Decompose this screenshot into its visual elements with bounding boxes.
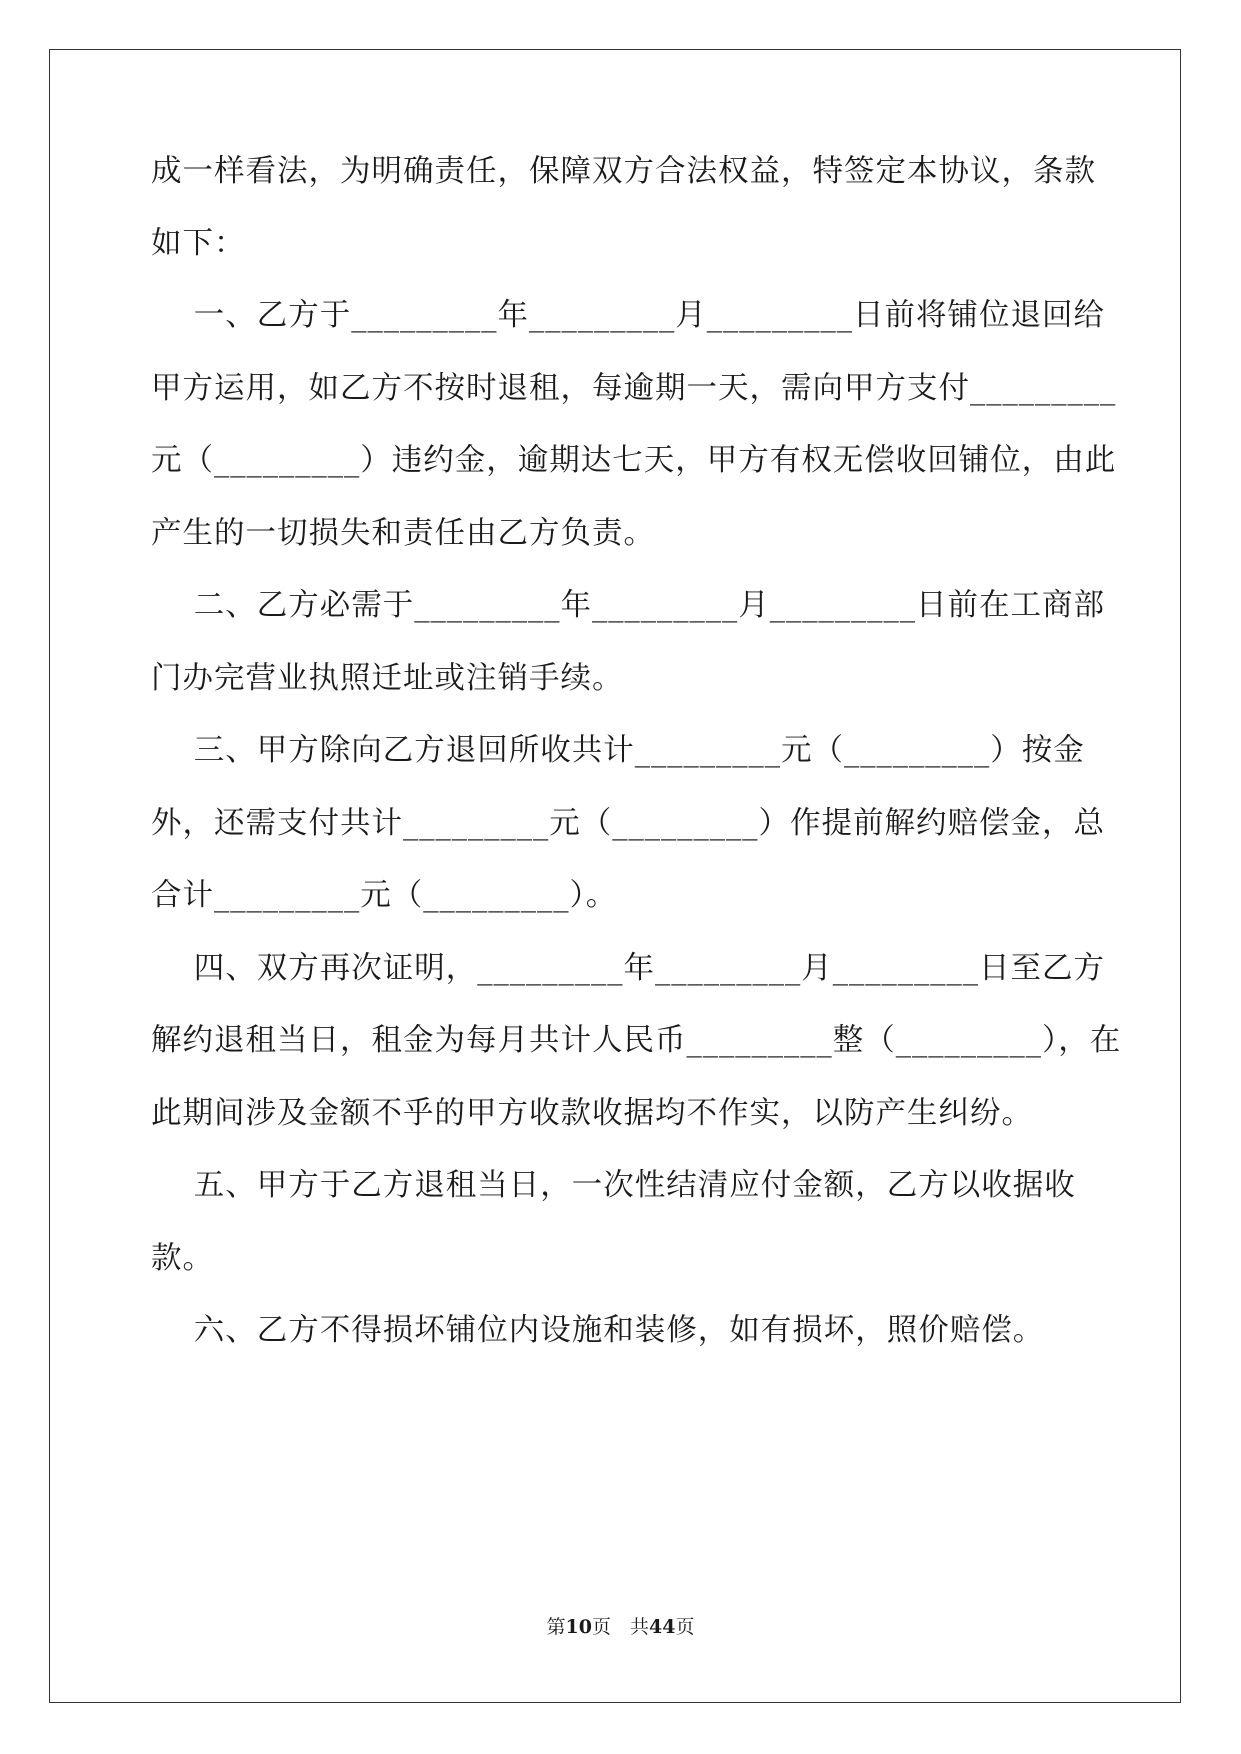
page-prefix: 第 xyxy=(546,1616,566,1638)
body-line: 一、乙方于_________年_________月_________日前将铺位退回给 xyxy=(151,298,1106,333)
body-line: 此期间涉及金额不乎的甲方收款收据均不作实，以防产生纠纷。 xyxy=(151,1096,1033,1131)
page-suffix: 页 xyxy=(675,1616,695,1638)
body-line: 如下： xyxy=(151,226,246,261)
body-line: 三、甲方除向乙方退回所收共计_________元（_________）按金 xyxy=(151,733,1085,768)
body-line: 门办完营业执照迁址或注销手续。 xyxy=(151,661,624,696)
body-line: 解约退租当日，租金为每月共计人民币_________整（_________），在 xyxy=(151,1023,1122,1058)
page-footer xyxy=(0,1612,1241,1639)
body-line: 款。 xyxy=(151,1241,214,1276)
body-line: 五、甲方于乙方退租当日，一次性结清应付金额，乙方以收据收 xyxy=(151,1168,1076,1203)
page-mid: 页 共 xyxy=(591,1616,649,1638)
page-current: 10 xyxy=(565,1616,592,1638)
page-total: 44 xyxy=(649,1616,676,1638)
body-line: 二、乙方必需于_________年_________月_________日前在工商部 xyxy=(151,588,1106,623)
body-line: 六、乙方不得损坏铺位内设施和装修，如有损坏，照价赔偿。 xyxy=(151,1313,1045,1348)
body-line: 四、双方再次证明，_________年_________月_________日至乙方 xyxy=(151,951,1106,986)
body-line: 元（_________）违约金，逾期达七天，甲方有权无偿收回铺位，由此 xyxy=(151,443,1117,478)
body-line: 甲方运用，如乙方不按时退租，每逾期一天，需向甲方支付_________ xyxy=(151,371,1117,406)
body-line: 成一样看法，为明确责任，保障双方合法权益，特签定本协议，条款 xyxy=(151,154,1096,189)
body-line: 外，还需支付共计_________元（_________）作提前解约赔偿金，总 xyxy=(151,806,1105,841)
body-line: 合计_________元（_________）。 xyxy=(151,878,618,913)
body-line: 产生的一切损失和责任由乙方负责。 xyxy=(151,516,655,551)
